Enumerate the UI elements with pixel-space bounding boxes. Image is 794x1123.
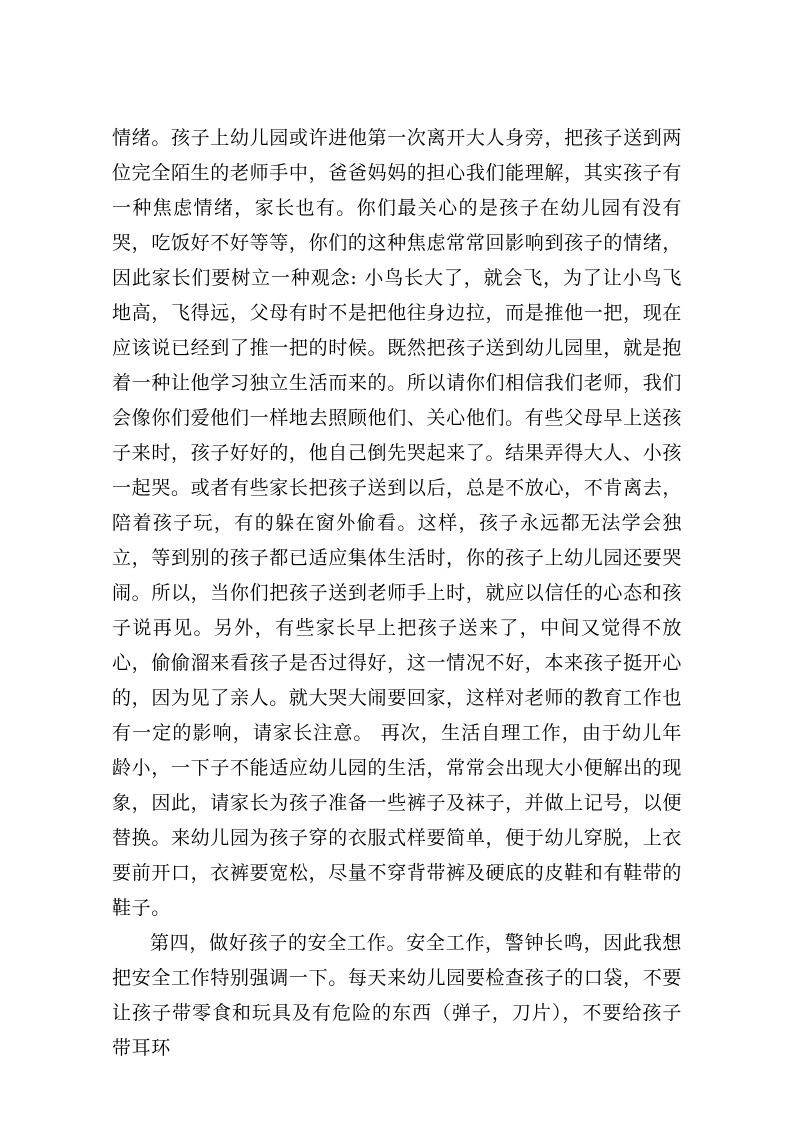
paragraph-fourth-safety: 第四，做好孩子的安全工作。安全工作，警钟长鸣，因此我想把安全工作特别强调一下。每天来幼儿园要检查孩子的口袋，不要让孩子带零食和玩具及有危险的东西（弹子，刀片），不要给孩子带耳环 bbox=[112, 932, 682, 1059]
paragraph-continuation: 情绪。孩子上幼儿园或许进他第一次离开大人身旁，把孩子送到两位完全陌生的老师手中，爸爸妈妈的担心我们能理解，其实孩子有一种焦虑情绪，家长也有。你们最关心的是孩子在幼儿园有没有哭，吃饭好不好等等，你们的这种焦虑常常回影响到孩子的情绪，因此家长们要树立一种观念: 小鸟长大了，就会飞，为了让小鸟飞地高，飞得远，父母有时不是把他往身边拉，而是推他一把，现在应该说已经到了推一把的时候。既然把孩子送到幼儿园里，就是抱着一种让他学习独立生活而来的。所以请你们相信我们老师，我们会像你们爱他们一样地去照顾他们、关心他们。有些父母早上送孩子来时，孩子好好的，他自己倒先哭起来了。结果弄得大人、小孩一起哭。或者有些家长把孩子送到以后，总是不放心，不肯离去，陪着孩子玩，有的躲在窗外偷看。这样，孩子永远都无法学会独立，等到别的孩子都已适应集体生活时，你的孩子上幼儿园还要哭闹。所以，当你们把孩子送到老师手上时，就应以信任的心态和孩子说再见。另外，有些家长早上把孩子送来了，中间又觉得不放心，偷偷溜来看孩子是否过得好，这一情况不好，本来孩子挺开心的，因为见了亲人。就大哭大闹要回家，这样对老师的教育工作也有一定的影响，请家长注意。 再次，生活自理工作，由于幼儿年龄小，一下子不能适应幼儿园的生活，常常会出现大小便解出的现象，因此，请家长为孩子准备一些裤子及袜子，并做上记号，以便替换。来幼儿园为孩子穿的衣服式样要简单，便于幼儿穿脱，上衣要前开口，衣裤要宽松，尽量不穿背带裤及硬底的皮鞋和有鞋带的鞋子。 bbox=[112, 127, 682, 919]
document-body bbox=[112, 121, 682, 1066]
